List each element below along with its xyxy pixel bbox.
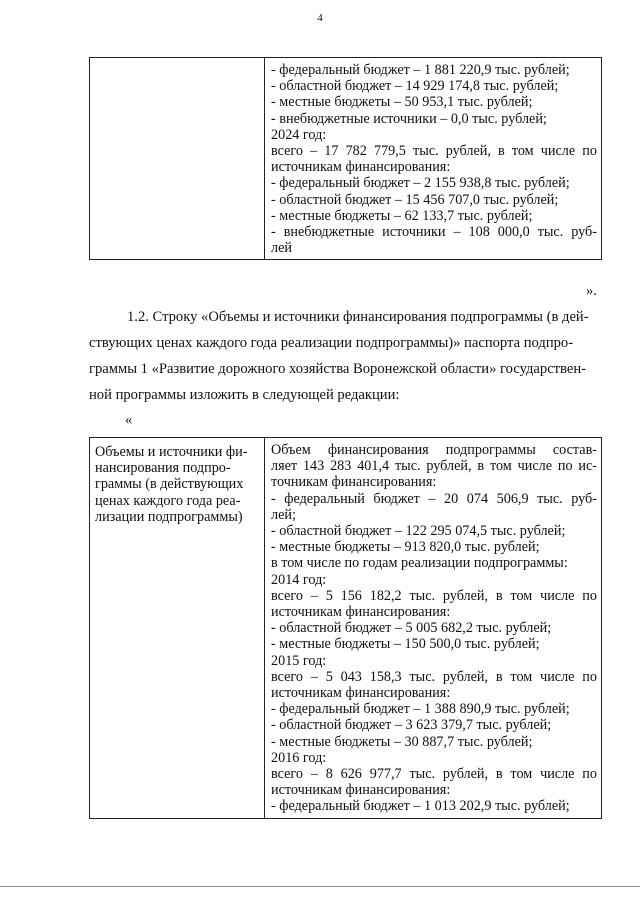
funding-lines-2023-2024: [265, 58, 601, 259]
text-line: - местные бюджеты – 913 820,0 тыс. рублей;: [271, 539, 540, 556]
text-line: 2014 год:: [271, 571, 327, 588]
text-line: ствующих ценах каждого года реализации подпрограммы)» паспорта подпро-: [89, 335, 574, 351]
text-line: всего – 8 626 977,7 тыс. рублей, в том числе по: [271, 766, 597, 783]
text-line: лей: [271, 240, 292, 257]
text-line: - областной бюджет – 3 623 379,7 тыс. рублей;: [271, 717, 552, 734]
text-line: - местные бюджеты – 50 953,1 тыс. рублей;: [271, 94, 533, 111]
text-line: граммы 1 «Развитие дорожного хозяйства Воронежской области» государствен-: [89, 361, 587, 377]
text-line: Объем финансирования подпрограммы состав-: [271, 442, 597, 458]
text-line: лей;: [271, 506, 296, 523]
text-line: - местные бюджеты – 30 887,7 тыс. рублей;: [271, 733, 533, 750]
text-line: всего – 17 782 779,5 тыс. рублей, в том числе по: [271, 143, 597, 160]
text-line: лизации подпрограммы): [95, 508, 243, 525]
text-line: ляет 143 283 401,4 тыс. рублей, в том числе по ис-: [271, 458, 597, 475]
text-line: Объемы и источники фи-: [95, 444, 248, 460]
text-line: источникам финансирования:: [271, 604, 451, 621]
table-cell-label: [90, 438, 265, 819]
text-line: 1.2. Строку «Объемы и источники финансирования подпрограммы (в дей-: [127, 309, 589, 325]
text-line: всего – 5 043 158,3 тыс. рублей, в том числе по: [271, 668, 597, 685]
table-cell-funding: [265, 438, 602, 819]
text-line: 2024 год:: [271, 126, 327, 143]
text-line: - федеральный бюджет – 1 881 220,9 тыс. рублей;: [271, 62, 570, 78]
text-line: источникам финансирования:: [271, 159, 451, 176]
text-line: источникам финансирования:: [271, 782, 451, 799]
text-line: - федеральный бюджет – 1 388 890,9 тыс. рублей;: [271, 701, 570, 718]
table-row: [90, 58, 602, 260]
subprogram-funding-table: [89, 437, 602, 819]
text-line: - федеральный бюджет – 20 074 506,9 тыс. руб-: [271, 490, 597, 507]
footer-divider: [0, 886, 640, 887]
text-line: - федеральный бюджет – 2 155 938,8 тыс. рублей;: [271, 175, 570, 192]
text-line: - областной бюджет – 14 929 174,8 тыс. рублей;: [271, 78, 559, 95]
page-number: 4: [317, 12, 323, 24]
table-cell-funding: [265, 58, 602, 260]
text-line: в том числе по годам реализации подпрограммы:: [271, 555, 568, 572]
text-line: ценах каждого года реа-: [95, 492, 241, 509]
text-line: - областной бюджет – 122 295 074,5 тыс. рублей;: [271, 523, 566, 540]
funding-label: [90, 438, 264, 529]
text-line: - областной бюджет – 15 456 707,0 тыс. рублей;: [271, 191, 559, 208]
text-line: всего – 5 156 182,2 тыс. рублей, в том числе по: [271, 587, 597, 604]
funding-table-continued: [89, 57, 602, 260]
text-line: - федеральный бюджет – 1 013 202,9 тыс. рублей;: [271, 798, 570, 815]
text-line: - местные бюджеты – 62 133,7 тыс. рублей;: [271, 207, 533, 224]
text-line: - областной бюджет – 5 005 682,2 тыс. рублей;: [271, 620, 552, 637]
text-line: - внебюджетные источники – 0,0 тыс. рублей;: [271, 110, 547, 127]
text-line: - местные бюджеты – 150 500,0 тыс. рублей;: [271, 636, 540, 653]
text-line: источникам финансирования:: [271, 685, 451, 702]
text-line: 2016 год:: [271, 749, 327, 766]
table-cell-empty: [90, 58, 265, 260]
text-line: 2015 год:: [271, 652, 327, 669]
text-line: - внебюджетные источники – 108 000,0 тыс. руб-: [271, 224, 597, 241]
opening-quote: «: [125, 412, 133, 428]
text-line: ной программы изложить в следующей редакции:: [89, 387, 400, 403]
closing-quote: ».: [586, 283, 597, 299]
text-line: нансирования подпро-: [95, 460, 231, 477]
amendment-paragraph: [89, 304, 601, 408]
text-line: точникам финансирования:: [271, 474, 437, 491]
funding-details: [265, 438, 601, 818]
table-row: [90, 438, 602, 819]
text-line: граммы (в действующих: [95, 476, 244, 493]
